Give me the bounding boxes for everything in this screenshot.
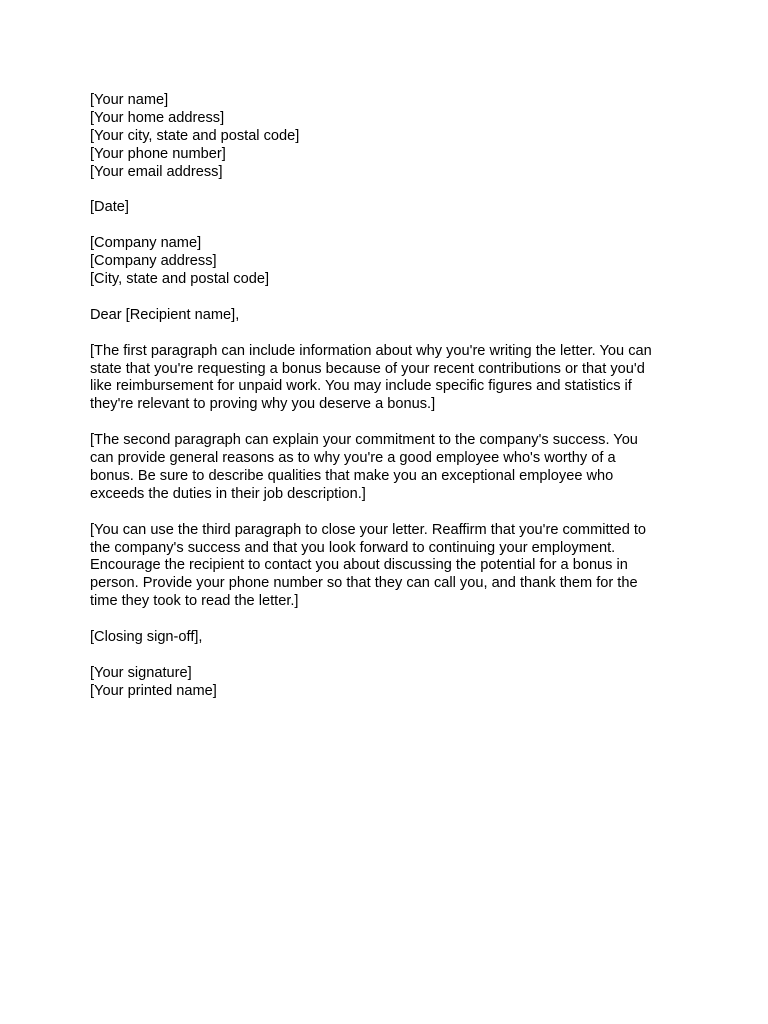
paragraph-line: Encourage the recipient to contact you about discussing the potential for a bonus in [90,557,628,574]
salutation-block [90,307,690,325]
letter-date: [Date] [90,199,129,216]
sender-email: [Your email address] [90,163,223,180]
paragraph-line: time they took to read the letter.] [90,593,299,610]
body-paragraph-2 [90,432,680,504]
recipient-company-address: [Company address] [90,253,217,270]
paragraph-line: person. Provide your phone number so that they can call you, and thank them for the [90,575,638,592]
paragraph-line: bonus. Be sure to describe qualities that make you an exceptional employee who [90,467,614,484]
signature-line: [Your signature] [90,664,192,681]
paragraph-line: [You can use the third paragraph to close your letter. Reaffirm that you're committed to [90,521,647,538]
paragraph-line: they're relevant to proving why you deserve a bonus.] [90,396,436,413]
paragraph-line: exceeds the duties in their job description.] [90,485,366,502]
closing-block [90,629,690,647]
paragraph-line: like reimbursement for unpaid work. You may include specific figures and statistics if [90,378,632,395]
paragraph-line: can provide general reasons as to why you're a good employee who's worthy of a [90,450,616,467]
recipient-city-state-postal: [City, state and postal code] [90,271,270,288]
recipient-company-name: [Company name] [90,235,202,252]
sender-phone: [Your phone number] [90,145,226,162]
date-block [90,199,690,217]
sender-name: [Your name] [90,92,169,108]
paragraph-line: state that you're requesting a bonus because of your recent contributions or that you'd [90,360,645,377]
letter-body [90,92,690,719]
paragraph-line: the company's success and that you look forward to continuing your employment. [90,539,616,556]
paragraph-line: [The second paragraph can explain your commitment to the company's success. You [90,432,638,449]
sender-city-state-postal: [Your city, state and postal code] [90,127,300,144]
body-paragraph-1 [90,343,680,415]
printed-name: [Your printed name] [90,682,217,699]
salutation: Dear [Recipient name], [90,306,240,323]
signature-block [90,665,690,701]
recipient-block [90,235,690,289]
closing-sign-off: [Closing sign-off], [90,629,203,646]
body-paragraph-3 [90,522,680,612]
paragraph-line: [The first paragraph can include information about why you're writing the letter. You can [90,342,652,359]
sender-block [90,92,690,182]
sender-home-address: [Your home address] [90,109,225,126]
